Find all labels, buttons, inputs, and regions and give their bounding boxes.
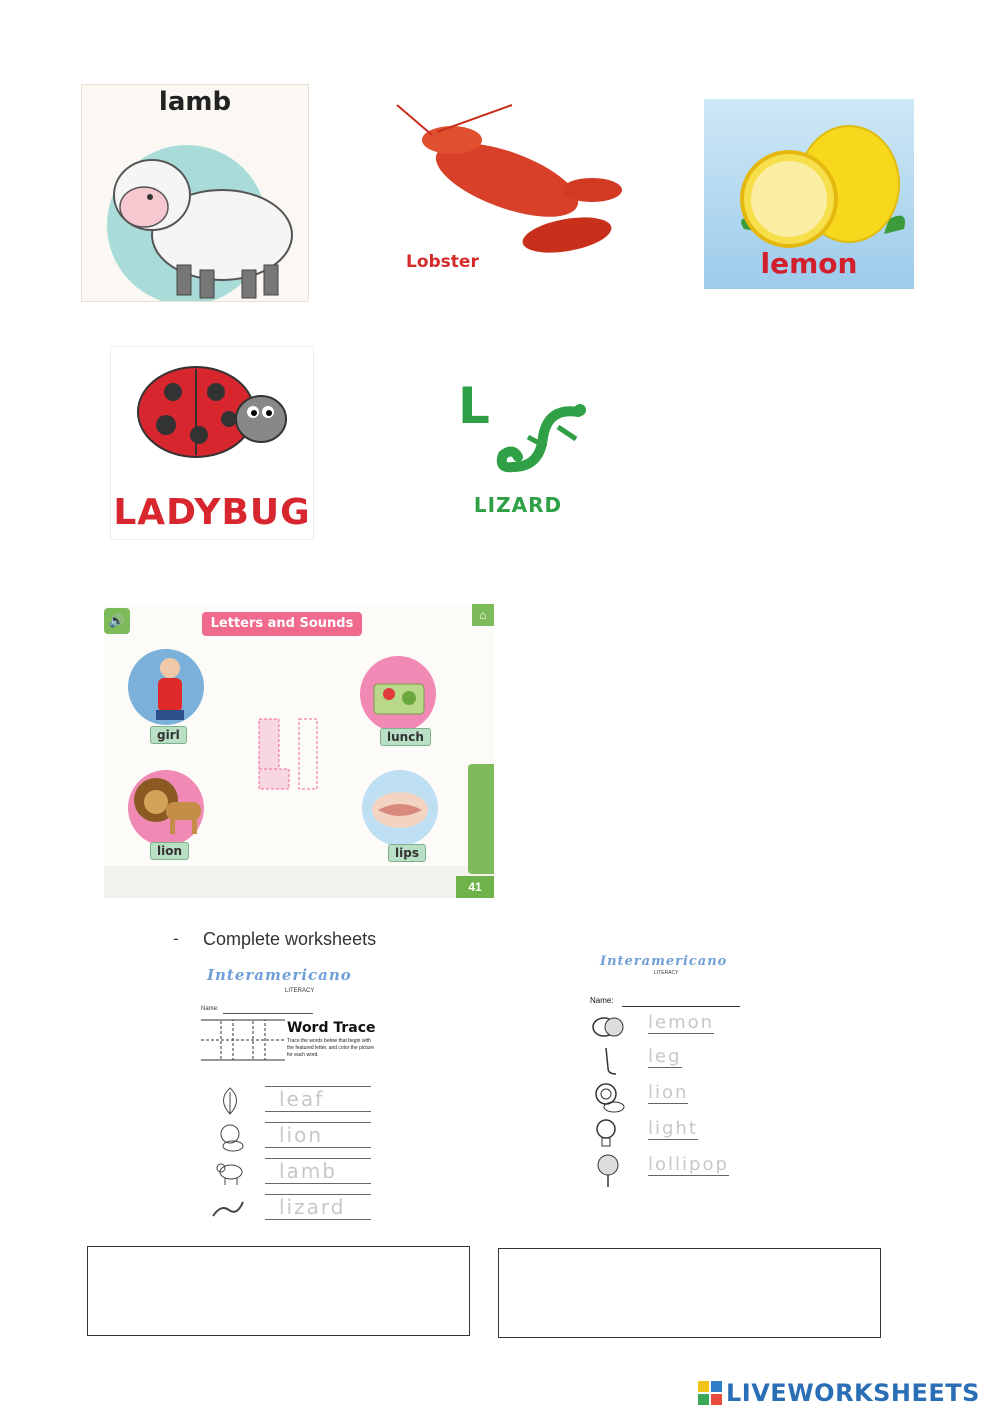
- answer-input-left[interactable]: [88, 1247, 469, 1335]
- worksheet-left-subject: LITERACY: [285, 988, 315, 994]
- letters-sounds-panel: [104, 604, 494, 898]
- lion-figure: [126, 772, 206, 842]
- lemon-icon: [590, 1014, 626, 1040]
- worksheet-left-name-label: Name:: [201, 1006, 219, 1012]
- word-lemon: lemon: [648, 1012, 715, 1033]
- home-button[interactable]: ⌂: [472, 604, 494, 626]
- liveworksheets-logo-text: LIVEWORKSHEETS: [726, 1379, 980, 1407]
- worksheet-left: [193, 960, 383, 1228]
- speaker-button[interactable]: 🔊: [104, 608, 130, 634]
- trace-row: [193, 1192, 383, 1228]
- worksheet-right-name-line: [622, 1006, 740, 1007]
- trace-row: [193, 1084, 383, 1120]
- worksheet-left-heading: Word Trace: [287, 1020, 376, 1036]
- word-lips: lips: [388, 844, 426, 862]
- trace-word-lizard: lizard: [279, 1195, 346, 1219]
- word-row: [586, 1118, 756, 1154]
- lizard-icon: [211, 1194, 245, 1224]
- lollipop-icon: [592, 1154, 626, 1188]
- side-tab: [468, 764, 494, 874]
- word-lunch: lunch: [380, 728, 431, 746]
- trace-row: [193, 1156, 383, 1192]
- lizard-card: [418, 347, 618, 537]
- worksheet-left-name-line: [223, 1013, 313, 1014]
- lamb-icon: [215, 1158, 245, 1188]
- word-lion: lion: [150, 842, 189, 860]
- instruction-text: Complete worksheets: [203, 929, 377, 949]
- word-row: [586, 1046, 756, 1082]
- worksheet-right-brand: Interamericano: [600, 954, 728, 969]
- lemon-card: [704, 99, 914, 289]
- worksheet-right-name-label: Name:: [590, 996, 614, 1005]
- answer-box-right[interactable]: [498, 1248, 881, 1338]
- trace-word-leaf: leaf: [279, 1087, 325, 1111]
- letters-sounds-title: Letters and Sounds: [202, 612, 362, 636]
- lion-icon: [592, 1082, 628, 1114]
- page-number: 41: [456, 876, 494, 898]
- girl-figure: [140, 654, 200, 724]
- word-lollipop: lollipop: [648, 1154, 729, 1175]
- word-girl: girl: [150, 726, 187, 744]
- lobster-label: Lobster: [406, 252, 479, 272]
- liveworksheets-logo-icon: [698, 1381, 722, 1405]
- worksheet-left-letter-l: [201, 1018, 285, 1064]
- lobster-card: [392, 100, 632, 300]
- ladybug-card: [110, 346, 314, 540]
- ladybug-illustration: [111, 347, 313, 497]
- liveworksheets-logo: [698, 1378, 980, 1408]
- worksheet-right-subject: LITERACY: [654, 970, 679, 976]
- light-bulb-icon: [594, 1118, 624, 1150]
- worksheet-left-instructions: Trace the words below that begin with the featured letter, and color the picture for each word.: [287, 1038, 374, 1058]
- lizard-letter: L: [458, 377, 490, 435]
- lizard-label: LIZARD: [473, 493, 563, 517]
- trace-word-lion: lion: [279, 1123, 324, 1147]
- worksheet-left-brand: Interamericano: [207, 966, 352, 984]
- lion-icon: [215, 1122, 245, 1152]
- word-light: light: [648, 1118, 698, 1139]
- trace-row: [193, 1120, 383, 1156]
- ladybug-label: LADYBUG: [113, 492, 311, 533]
- lemon-label: lemon: [760, 247, 858, 280]
- trace-word-lamb: lamb: [279, 1159, 337, 1183]
- word-lion: lion: [648, 1082, 689, 1103]
- word-row: [586, 1082, 756, 1118]
- answer-box-left[interactable]: [87, 1246, 470, 1336]
- lunch-figure: [369, 666, 429, 721]
- lamb-label: lamb: [158, 87, 232, 117]
- instruction-bullet: -: [173, 929, 179, 948]
- word-row: [586, 1012, 756, 1046]
- panel-footer: [104, 866, 494, 898]
- worksheet-right: [586, 948, 756, 1188]
- word-row: [586, 1154, 756, 1190]
- leaf-icon: [215, 1086, 245, 1116]
- answer-input-right[interactable]: [499, 1249, 880, 1337]
- lips-figure: [370, 790, 430, 830]
- word-leg: leg: [648, 1046, 682, 1067]
- leg-icon: [594, 1046, 624, 1078]
- lamb-card: [81, 84, 309, 302]
- letter-l-trace: [254, 714, 324, 794]
- lamb-illustration: [82, 85, 308, 301]
